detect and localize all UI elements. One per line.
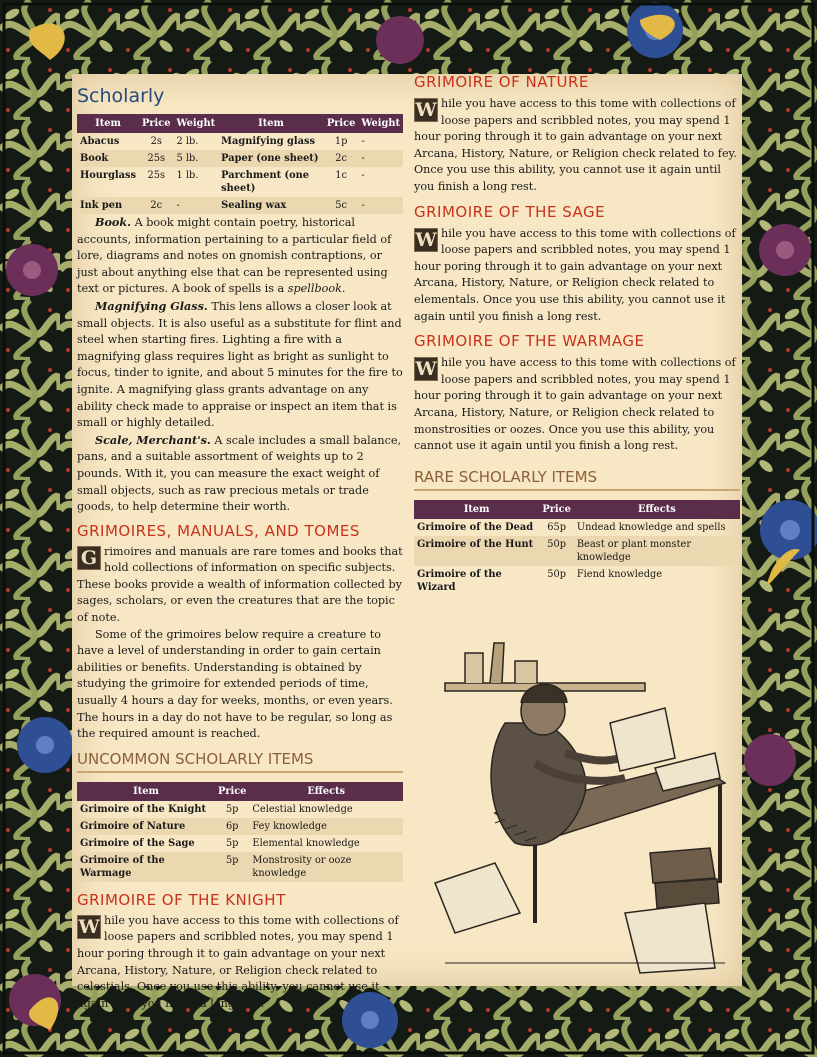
warmage-heading: GRIMOIRE OF THE WARMAGE <box>414 332 645 351</box>
table-row <box>77 167 403 197</box>
nature-paragraph <box>414 96 740 196</box>
rare-heading: RARE SCHOLARLY ITEMS <box>414 467 740 491</box>
uncommon-heading: UNCOMMON SCHOLARLY ITEMS <box>77 749 403 773</box>
magnifying-label: Magnifying Glass. <box>95 298 208 313</box>
table-cell: Paper (one sheet) <box>218 150 324 167</box>
table-cell: Grimoire of the Sage <box>80 837 195 849</box>
book-label: Book. <box>95 215 132 229</box>
table-cell: 5p <box>225 803 239 815</box>
table-cell: 5c <box>324 197 358 214</box>
table-cell: Book <box>77 150 139 167</box>
table-cell: - <box>358 150 403 167</box>
table-cell: 1 lb. <box>176 170 199 181</box>
table-row <box>77 835 403 852</box>
table-cell: 6p <box>215 818 249 835</box>
table-cell: Grimoire of the Warmage <box>77 852 215 882</box>
scholarly-table <box>77 114 403 214</box>
table-cell: 1c <box>335 170 347 181</box>
sage-paragraph <box>414 226 740 326</box>
table-cell: Abacus <box>80 136 120 147</box>
table-cell: 50p <box>539 536 573 566</box>
table-cell: Grimoire of the Knight <box>80 803 206 815</box>
scholar-illustration <box>425 583 737 983</box>
col-header: Weight <box>173 114 218 133</box>
table-cell: Sealing wax <box>218 197 324 214</box>
drop-cap: W <box>415 358 437 381</box>
table-cell: 2c <box>139 197 173 214</box>
col-header: Price <box>539 500 573 519</box>
col-header: Price <box>324 114 358 133</box>
table-cell: 2c <box>324 150 358 167</box>
left-column <box>77 84 403 1012</box>
table-row <box>414 536 740 566</box>
col-header: Item <box>77 782 215 801</box>
table-cell: Parchment (one sheet) <box>221 170 310 194</box>
drop-cap: W <box>415 99 437 121</box>
col-header: Price <box>139 114 173 133</box>
drop-cap: G <box>77 546 101 570</box>
table-row <box>77 801 403 818</box>
scale-text: A scale includes a small balance, pans, and a suitable assortment of weights up to 2 pounds. With it, you can measure the exact weight of small objects, such as raw precious metals or trade goods, to help determine their worth. <box>77 433 402 514</box>
purple-flower-icon <box>759 224 811 276</box>
table-cell: Grimoire of the Dead <box>417 521 534 533</box>
table-cell: 1p <box>334 136 348 147</box>
col-header: Price <box>215 782 249 801</box>
table-cell: 25s <box>147 170 165 181</box>
table-cell: Hourglass <box>80 170 137 181</box>
magnifying-text: This lens allows a closer look at small objects. It is also useful as a substitute for flint and steel when starting fires. Lighting a fire with a magnifying glass requires light as bright as sunlight to focus, tinder to ignite, and about 5 minutes for the fire to ignite. A magnifying glass grants advantage on any ability check made to appraise or inspect an item that is small or highly detailed. <box>77 299 403 430</box>
table-row <box>414 519 740 536</box>
table-cell: Grimoire of Nature <box>77 818 215 835</box>
table-cell: - <box>358 197 403 214</box>
table-cell: 5 lb. <box>173 150 218 167</box>
col-header: Item <box>414 500 539 519</box>
knight-heading: GRIMOIRE OF THE KNIGHT <box>77 890 286 909</box>
sage-heading: GRIMOIRE OF THE SAGE <box>414 202 606 221</box>
blue-flower-icon <box>17 717 73 773</box>
table-cell: Celestial knowledge <box>252 803 353 815</box>
table-cell: Grimoire of the Wizard <box>417 568 502 593</box>
book-end: . <box>341 282 346 296</box>
table-cell: 50p <box>547 568 566 580</box>
grimoires-heading: GRIMOIRES, MANUALS, AND TOMES <box>77 521 360 540</box>
knight-paragraph <box>77 913 403 1013</box>
engraving-lines <box>435 643 725 973</box>
col-header: Item <box>77 114 139 133</box>
book-text: A book might contain poetry, historical accounts, information pertaining to a particular field of lore, diagrams and notes on gnomish contraptions, or just about anything else that can be represented using text or pictures. A book of spells is a <box>77 216 392 296</box>
table-row <box>77 150 403 167</box>
table-row <box>77 818 403 835</box>
table-row <box>77 197 403 214</box>
table-cell: Fiend knowledge <box>576 568 663 580</box>
table-header-row <box>77 782 403 801</box>
table-header-row <box>77 114 403 133</box>
scale-label: Scale, Merchant's. <box>95 432 211 447</box>
table-cell: Undead knowledge and spells <box>576 521 726 533</box>
table-header-row <box>414 500 740 519</box>
right-column <box>414 72 740 596</box>
col-header: Effects <box>574 500 740 519</box>
sage-text: hile you have access to this tome with collections of loose papers and scribbled notes, you may spend 1 hour poring through it to gain advantage on your next Arcana, History, Nature, or Religion check related to elementals. Once you use this ability, you cannot use it again until you finish a long rest. <box>414 226 736 323</box>
table-cell: Ink pen <box>77 197 139 214</box>
rare-table <box>414 500 740 596</box>
grimoires-paragraph: Some of the grimoires below require a creature to have a level of understanding in order to gain certain abilities or benefits. Understanding is obtained by studying the grimoire for extended periods of time, usually 4 hours a day for weeks, months, or even years. The hours in a day do not have to be regular, so long as the required amount is reached. <box>77 627 393 741</box>
table-cell: - <box>361 136 365 147</box>
drop-cap: W <box>415 228 437 251</box>
purple-flower-icon <box>6 244 58 296</box>
table-cell: 2s <box>150 136 162 147</box>
nature-heading: GRIMOIRE OF NATURE <box>414 73 589 91</box>
spellbook-term: spellbook <box>287 282 342 296</box>
warmage-paragraph <box>414 355 740 455</box>
nature-text: hile you have access to this tome with collections of loose papers and scribbled notes, you may spend 1 hour poring through it to gain advantage on your next Arcana, History, Nature, or Religion check related to fey. Once you use this ability, you cannot use it again until you finish a long rest. <box>414 97 737 193</box>
table-cell: Magnifying glass <box>221 136 316 147</box>
uncommon-table <box>77 782 403 882</box>
table-cell: 65p <box>547 521 566 533</box>
col-header: Effects <box>249 782 403 801</box>
grimoires-intro <box>77 544 403 627</box>
grimoires-intro-text: rimoires and manuals are rare tomes and books that hold collections of information on specific subjects. These books provide a wealth of information collected by sages, scholars, or even the creatures that are the topic of note. <box>77 544 403 625</box>
page-title: Scholarly <box>77 85 165 107</box>
drop-cap: W <box>78 915 100 938</box>
table-row <box>77 133 403 150</box>
table-cell: - <box>361 170 365 181</box>
book-paragraph <box>77 214 403 298</box>
magnifying-paragraph <box>77 298 403 432</box>
table-row <box>77 852 403 882</box>
table-cell: Grimoire of the Hunt <box>414 536 539 566</box>
table-cell: Beast or plant monster knowledge <box>574 536 740 566</box>
scale-paragraph <box>77 432 403 516</box>
knight-text: hile you have access to this tome with collections of loose papers and scribbled notes, you may spend 1 hour poring through it to gain advantage on your next Arcana, History, Nature, or Religion check related to celestials. Once you use this ability, you cannot use it again until you finish a long rest. <box>77 913 399 1010</box>
col-header: Weight <box>358 114 403 133</box>
table-cell: 25s <box>139 150 173 167</box>
table-cell: Fey knowledge <box>249 818 403 835</box>
table-cell: Monstrosity or ooze knowledge <box>249 852 403 882</box>
table-cell: 5p <box>225 837 239 849</box>
table-cell: 2 lb. <box>176 136 199 147</box>
table-cell: Elemental knowledge <box>252 837 360 849</box>
warmage-text: hile you have access to this tome with collections of loose papers and scribbled notes, you may spend 1 hour poring through it to gain advantage on your next Arcana, History, Nature, or Religion check related to monstrosities or oozes. Once you use this ability, you cannot use it again until you finish a long rest. <box>414 356 736 453</box>
table-cell: - <box>173 197 218 214</box>
col-header: Item <box>218 114 324 133</box>
table-cell: 5p <box>215 852 249 882</box>
